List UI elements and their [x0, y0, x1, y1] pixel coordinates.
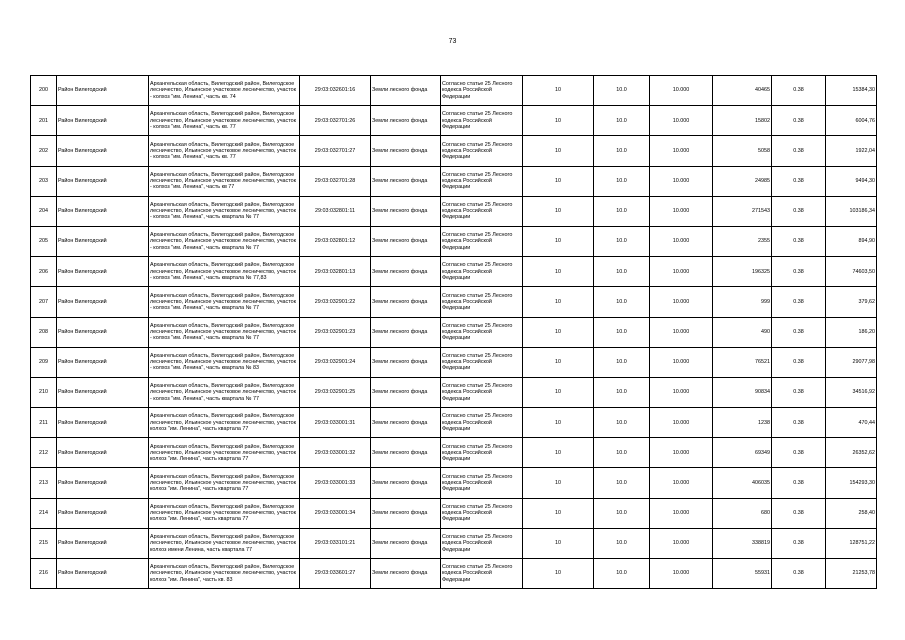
district-cell: Район Вилегодский: [57, 226, 149, 256]
cadastral-number-cell: 29:03:032801:13: [300, 257, 371, 287]
district-cell: Район Вилегодский: [57, 408, 149, 438]
rate-cell: 0.38: [772, 498, 826, 528]
legal-basis-cell: Согласно статье 25 Лесного кодекса Российской Федерации: [441, 559, 523, 589]
value-1-cell: 10: [523, 196, 594, 226]
land-category-cell: Земли лесного фонда: [371, 226, 441, 256]
value-2-cell: 10.0: [594, 136, 650, 166]
sum-cell: 34516,92: [826, 377, 877, 407]
row-number: 213: [31, 468, 57, 498]
value-1-cell: 10: [523, 408, 594, 438]
value-2-cell: 10.0: [594, 76, 650, 106]
area-cell: 680: [713, 498, 772, 528]
district-cell: Район Вилегодский: [57, 257, 149, 287]
value-2-cell: 10.0: [594, 468, 650, 498]
value-1-cell: 10: [523, 498, 594, 528]
value-2-cell: 10.0: [594, 559, 650, 589]
district-cell: Район Вилегодский: [57, 468, 149, 498]
rate-cell: 0.38: [772, 257, 826, 287]
value-3-cell: 10.000: [650, 287, 713, 317]
address-cell: Архангельская область, Вилегодский район, Вилегодское лесничество, Ильинское участковое лесничество, участок - колхоз "им. Ленина", часть квартала № 77: [149, 317, 300, 347]
address-cell: Архангельская область, Вилегодский район, Вилегодское лесничество, Ильинское участковое лесничество, участок - колхоз "им. Ленина", часть кв 77: [149, 166, 300, 196]
value-1-cell: 10: [523, 166, 594, 196]
area-cell: 338819: [713, 528, 772, 558]
sum-cell: 9494,30: [826, 166, 877, 196]
value-2-cell: 10.0: [594, 226, 650, 256]
address-cell: Архангельская область, Вилегодский район, Вилегодское лесничество, Ильинское участковое лесничество, участок - колхоз "им. Ленина", часть кв. 74: [149, 76, 300, 106]
value-2-cell: 10.0: [594, 438, 650, 468]
address-cell: Архангельская область, Вилегодский район, Вилегодское лесничество, Ильинское участковое лесничество, участок колхоз имени Ленина, часть квартала 77: [149, 528, 300, 558]
cadastral-number-cell: 29:03:032901:25: [300, 377, 371, 407]
value-3-cell: 10.000: [650, 408, 713, 438]
rate-cell: 0.38: [772, 408, 826, 438]
land-category-cell: Земли лесного фонда: [371, 347, 441, 377]
land-category-cell: Земли лесного фонда: [371, 287, 441, 317]
rate-cell: 0.38: [772, 438, 826, 468]
value-3-cell: 10.000: [650, 106, 713, 136]
rate-cell: 0.38: [772, 317, 826, 347]
rate-cell: 0.38: [772, 377, 826, 407]
legal-basis-cell: Согласно статье 25 Лесного кодекса Российской Федерации: [441, 438, 523, 468]
table-row: [31, 136, 877, 166]
value-3-cell: 10.000: [650, 76, 713, 106]
value-1-cell: 10: [523, 106, 594, 136]
district-cell: Район Вилегодский: [57, 498, 149, 528]
sum-cell: 379,62: [826, 287, 877, 317]
sum-cell: 6004,76: [826, 106, 877, 136]
value-3-cell: 10.000: [650, 559, 713, 589]
rate-cell: 0.38: [772, 136, 826, 166]
row-number: 205: [31, 226, 57, 256]
value-1-cell: 10: [523, 559, 594, 589]
value-2-cell: 10.0: [594, 347, 650, 377]
value-2-cell: 10.0: [594, 196, 650, 226]
district-cell: Район Вилегодский: [57, 559, 149, 589]
row-number: 207: [31, 287, 57, 317]
cadastral-number-cell: 29:03:033101:21: [300, 528, 371, 558]
value-2-cell: 10.0: [594, 528, 650, 558]
value-1-cell: 10: [523, 317, 594, 347]
district-cell: Район Вилегодский: [57, 317, 149, 347]
cadastral-number-cell: 29:03:033001:32: [300, 438, 371, 468]
legal-basis-cell: Согласно статье 25 Лесного кодекса Российской Федерации: [441, 317, 523, 347]
address-cell: Архангельская область, Вилегодский район, Вилегодское лесничество, Ильинское участковое лесничество, участок - колхоз "им. Ленина", часть квартала № 77: [149, 377, 300, 407]
district-cell: Район Вилегодский: [57, 196, 149, 226]
table-row: [31, 528, 877, 558]
legal-basis-cell: Согласно статье 25 Лесного кодекса Российской Федерации: [441, 347, 523, 377]
legal-basis-cell: Согласно статье 25 Лесного кодекса Российской Федерации: [441, 166, 523, 196]
value-3-cell: 10.000: [650, 166, 713, 196]
rate-cell: 0.38: [772, 106, 826, 136]
cadastral-number-cell: 29:03:032901:23: [300, 317, 371, 347]
value-1-cell: 10: [523, 76, 594, 106]
table-row: [31, 559, 877, 589]
address-cell: Архангельская область, Вилегодский район, Вилегодское лесничество, Ильинское участковое лесничество, участок - колхоз "им. Ленина", часть квартала № 77,83: [149, 257, 300, 287]
value-2-cell: 10.0: [594, 317, 650, 347]
table-row: [31, 76, 877, 106]
value-3-cell: 10.000: [650, 317, 713, 347]
table-row: [31, 498, 877, 528]
legal-basis-cell: Согласно статье 25 Лесного кодекса Российской Федерации: [441, 257, 523, 287]
address-cell: Архангельская область, Вилегодский район, Вилегодское лесничество, Ильинское участковое лесничество, участок колхоз "им. Ленина", часть квартала 77: [149, 468, 300, 498]
row-number: 212: [31, 438, 57, 468]
rate-cell: 0.38: [772, 166, 826, 196]
cadastral-number-cell: 29:03:032701:27: [300, 136, 371, 166]
value-1-cell: 10: [523, 136, 594, 166]
area-cell: 999: [713, 287, 772, 317]
value-1-cell: 10: [523, 287, 594, 317]
sum-cell: 74603,50: [826, 257, 877, 287]
page-number: 73: [448, 38, 457, 45]
area-cell: 15802: [713, 106, 772, 136]
rate-cell: 0.38: [772, 226, 826, 256]
land-category-cell: Земли лесного фонда: [371, 438, 441, 468]
value-1-cell: 10: [523, 438, 594, 468]
row-number: 210: [31, 377, 57, 407]
table-row: [31, 226, 877, 256]
district-cell: Район Вилегодский: [57, 76, 149, 106]
address-cell: Архангельская область, Вилегодский район, Вилегодское лесничество, Ильинское участковое лесничество, участок колхоз "им. Ленина", часть квартала 77: [149, 408, 300, 438]
value-1-cell: 10: [523, 468, 594, 498]
area-cell: 24985: [713, 166, 772, 196]
area-cell: 196325: [713, 257, 772, 287]
land-category-cell: Земли лесного фонда: [371, 257, 441, 287]
area-cell: 5058: [713, 136, 772, 166]
sum-cell: 1922,04: [826, 136, 877, 166]
legal-basis-cell: Согласно статье 25 Лесного кодекса Российской Федерации: [441, 226, 523, 256]
sum-cell: 103186,34: [826, 196, 877, 226]
district-cell: Район Вилегодский: [57, 347, 149, 377]
value-1-cell: 10: [523, 226, 594, 256]
row-number: 200: [31, 76, 57, 106]
address-cell: Архангельская область, Вилегодский район, Вилегодское лесничество, Ильинское участковое лесничество, участок - колхоз "им. Ленина", часть квартала № 77: [149, 226, 300, 256]
value-1-cell: 10: [523, 528, 594, 558]
area-cell: 2355: [713, 226, 772, 256]
value-2-cell: 10.0: [594, 498, 650, 528]
value-3-cell: 10.000: [650, 257, 713, 287]
rate-cell: 0.38: [772, 528, 826, 558]
row-number: 206: [31, 257, 57, 287]
district-cell: Район Вилегодский: [57, 377, 149, 407]
sum-cell: 21253,78: [826, 559, 877, 589]
area-cell: 271543: [713, 196, 772, 226]
value-3-cell: 10.000: [650, 136, 713, 166]
row-number: 215: [31, 528, 57, 558]
rate-cell: 0.38: [772, 347, 826, 377]
value-3-cell: 10.000: [650, 528, 713, 558]
rate-cell: 0.38: [772, 287, 826, 317]
cadastral-number-cell: 29:03:033601:27: [300, 559, 371, 589]
table-row: [31, 347, 877, 377]
value-2-cell: 10.0: [594, 257, 650, 287]
area-cell: 406035: [713, 468, 772, 498]
legal-basis-cell: Согласно статье 25 Лесного кодекса Российской Федерации: [441, 106, 523, 136]
value-1-cell: 10: [523, 347, 594, 377]
district-cell: Район Вилегодский: [57, 166, 149, 196]
area-cell: 69349: [713, 438, 772, 468]
cadastral-number-cell: 29:03:033001:33: [300, 468, 371, 498]
rate-cell: 0.38: [772, 468, 826, 498]
address-cell: Архангельская область, Вилегодский район, Вилегодское лесничество, Ильинское участковое лесничество, участок - колхоз "им. Ленина", часть кв. 77: [149, 106, 300, 136]
sum-cell: 15384,30: [826, 76, 877, 106]
sum-cell: 186,20: [826, 317, 877, 347]
sum-cell: 894,90: [826, 226, 877, 256]
address-cell: Архангельская область, Вилегодский район, Вилегодское лесничество, Ильинское участковое лесничество, участок колхоз "им. Ленина", часть квартала 77: [149, 438, 300, 468]
area-cell: 490: [713, 317, 772, 347]
table-row: [31, 438, 877, 468]
table-row: [31, 196, 877, 226]
value-3-cell: 10.000: [650, 226, 713, 256]
table-row: [31, 106, 877, 136]
legal-basis-cell: Согласно статье 25 Лесного кодекса Российской Федерации: [441, 76, 523, 106]
land-category-cell: Земли лесного фонда: [371, 106, 441, 136]
row-number: 216: [31, 559, 57, 589]
area-cell: 55931: [713, 559, 772, 589]
row-number: 202: [31, 136, 57, 166]
cadastral-number-cell: 29:03:033001:34: [300, 498, 371, 528]
land-category-cell: Земли лесного фонда: [371, 559, 441, 589]
value-2-cell: 10.0: [594, 408, 650, 438]
value-2-cell: 10.0: [594, 377, 650, 407]
legal-basis-cell: Согласно статье 25 Лесного кодекса Российской Федерации: [441, 287, 523, 317]
district-cell: Район Вилегодский: [57, 136, 149, 166]
rate-cell: 0.38: [772, 196, 826, 226]
value-3-cell: 10.000: [650, 196, 713, 226]
land-category-cell: Земли лесного фонда: [371, 408, 441, 438]
value-3-cell: 10.000: [650, 347, 713, 377]
value-3-cell: 10.000: [650, 377, 713, 407]
land-plots-table: [30, 75, 877, 589]
value-3-cell: 10.000: [650, 468, 713, 498]
cadastral-number-cell: 29:03:032801:12: [300, 226, 371, 256]
row-number: 204: [31, 196, 57, 226]
cadastral-number-cell: 29:03:032701:26: [300, 106, 371, 136]
address-cell: Архангельская область, Вилегодский район, Вилегодское лесничество, Ильинское участковое лесничество, участок колхоз "им. Ленина", часть кв. 83: [149, 559, 300, 589]
legal-basis-cell: Согласно статье 25 Лесного кодекса Российской Федерации: [441, 408, 523, 438]
value-2-cell: 10.0: [594, 106, 650, 136]
value-1-cell: 10: [523, 377, 594, 407]
land-category-cell: Земли лесного фонда: [371, 468, 441, 498]
value-2-cell: 10.0: [594, 166, 650, 196]
table-row: [31, 408, 877, 438]
sum-cell: 154293,30: [826, 468, 877, 498]
legal-basis-cell: Согласно статье 25 Лесного кодекса Российской Федерации: [441, 468, 523, 498]
value-2-cell: 10.0: [594, 287, 650, 317]
value-1-cell: 10: [523, 257, 594, 287]
table-body: [31, 76, 877, 589]
district-cell: Район Вилегодский: [57, 438, 149, 468]
rate-cell: 0.38: [772, 559, 826, 589]
cadastral-number-cell: 29:03:032801:11: [300, 196, 371, 226]
value-3-cell: 10.000: [650, 438, 713, 468]
area-cell: 1238: [713, 408, 772, 438]
table-row: [31, 287, 877, 317]
land-category-cell: Земли лесного фонда: [371, 166, 441, 196]
land-category-cell: Земли лесного фонда: [371, 528, 441, 558]
area-cell: 40465: [713, 76, 772, 106]
legal-basis-cell: Согласно статье 25 Лесного кодекса Российской Федерации: [441, 528, 523, 558]
legal-basis-cell: Согласно статье 25 Лесного кодекса Российской Федерации: [441, 377, 523, 407]
sum-cell: 470,44: [826, 408, 877, 438]
district-cell: Район Вилегодский: [57, 287, 149, 317]
table-row: [31, 257, 877, 287]
table-row: [31, 377, 877, 407]
address-cell: Архангельская область, Вилегодский район, Вилегодское лесничество, Ильинское участковое лесничество, участок колхоз "им. Ленина", часть квартала 77: [149, 498, 300, 528]
address-cell: Архангельская область, Вилегодский район, Вилегодское лесничество, Ильинское участковое лесничество, участок - колхоз "им. Ленина", часть квартала № 77: [149, 287, 300, 317]
land-category-cell: Земли лесного фонда: [371, 317, 441, 347]
table-row: [31, 317, 877, 347]
sum-cell: 258,40: [826, 498, 877, 528]
row-number: 208: [31, 317, 57, 347]
area-cell: 76521: [713, 347, 772, 377]
cadastral-number-cell: 29:03:032601:16: [300, 76, 371, 106]
cadastral-number-cell: 29:03:033001:31: [300, 408, 371, 438]
land-category-cell: Земли лесного фонда: [371, 377, 441, 407]
row-number: 214: [31, 498, 57, 528]
cadastral-number-cell: 29:03:032901:22: [300, 287, 371, 317]
land-category-cell: Земли лесного фонда: [371, 136, 441, 166]
legal-basis-cell: Согласно статье 25 Лесного кодекса Российской Федерации: [441, 498, 523, 528]
cadastral-number-cell: 29:03:032901:24: [300, 347, 371, 377]
area-cell: 90834: [713, 377, 772, 407]
rate-cell: 0.38: [772, 76, 826, 106]
address-cell: Архангельская область, Вилегодский район, Вилегодское лесничество, Ильинское участковое лесничество, участок - колхоз "им. Ленина", часть кв. 77: [149, 136, 300, 166]
row-number: 211: [31, 408, 57, 438]
legal-basis-cell: Согласно статье 25 Лесного кодекса Российской Федерации: [441, 196, 523, 226]
address-cell: Архангельская область, Вилегодский район, Вилегодское лесничество, Ильинское участковое лесничество, участок - колхоз "им. Ленина", часть квартала № 83: [149, 347, 300, 377]
land-category-cell: Земли лесного фонда: [371, 498, 441, 528]
sum-cell: 128751,22: [826, 528, 877, 558]
address-cell: Архангельская область, Вилегодский район, Вилегодское лесничество, Ильинское участковое лесничество, участок - колхоз "им. Ленина", часть квартала № 77: [149, 196, 300, 226]
sum-cell: 26352,62: [826, 438, 877, 468]
district-cell: Район Вилегодский: [57, 528, 149, 558]
value-3-cell: 10.000: [650, 498, 713, 528]
land-category-cell: Земли лесного фонда: [371, 196, 441, 226]
land-category-cell: Земли лесного фонда: [371, 76, 441, 106]
sum-cell: 29077,98: [826, 347, 877, 377]
legal-basis-cell: Согласно статье 25 Лесного кодекса Российской Федерации: [441, 136, 523, 166]
cadastral-number-cell: 29:03:032701:28: [300, 166, 371, 196]
table-row: [31, 166, 877, 196]
district-cell: Район Вилегодский: [57, 106, 149, 136]
table-row: [31, 468, 877, 498]
row-number: 209: [31, 347, 57, 377]
row-number: 203: [31, 166, 57, 196]
row-number: 201: [31, 106, 57, 136]
